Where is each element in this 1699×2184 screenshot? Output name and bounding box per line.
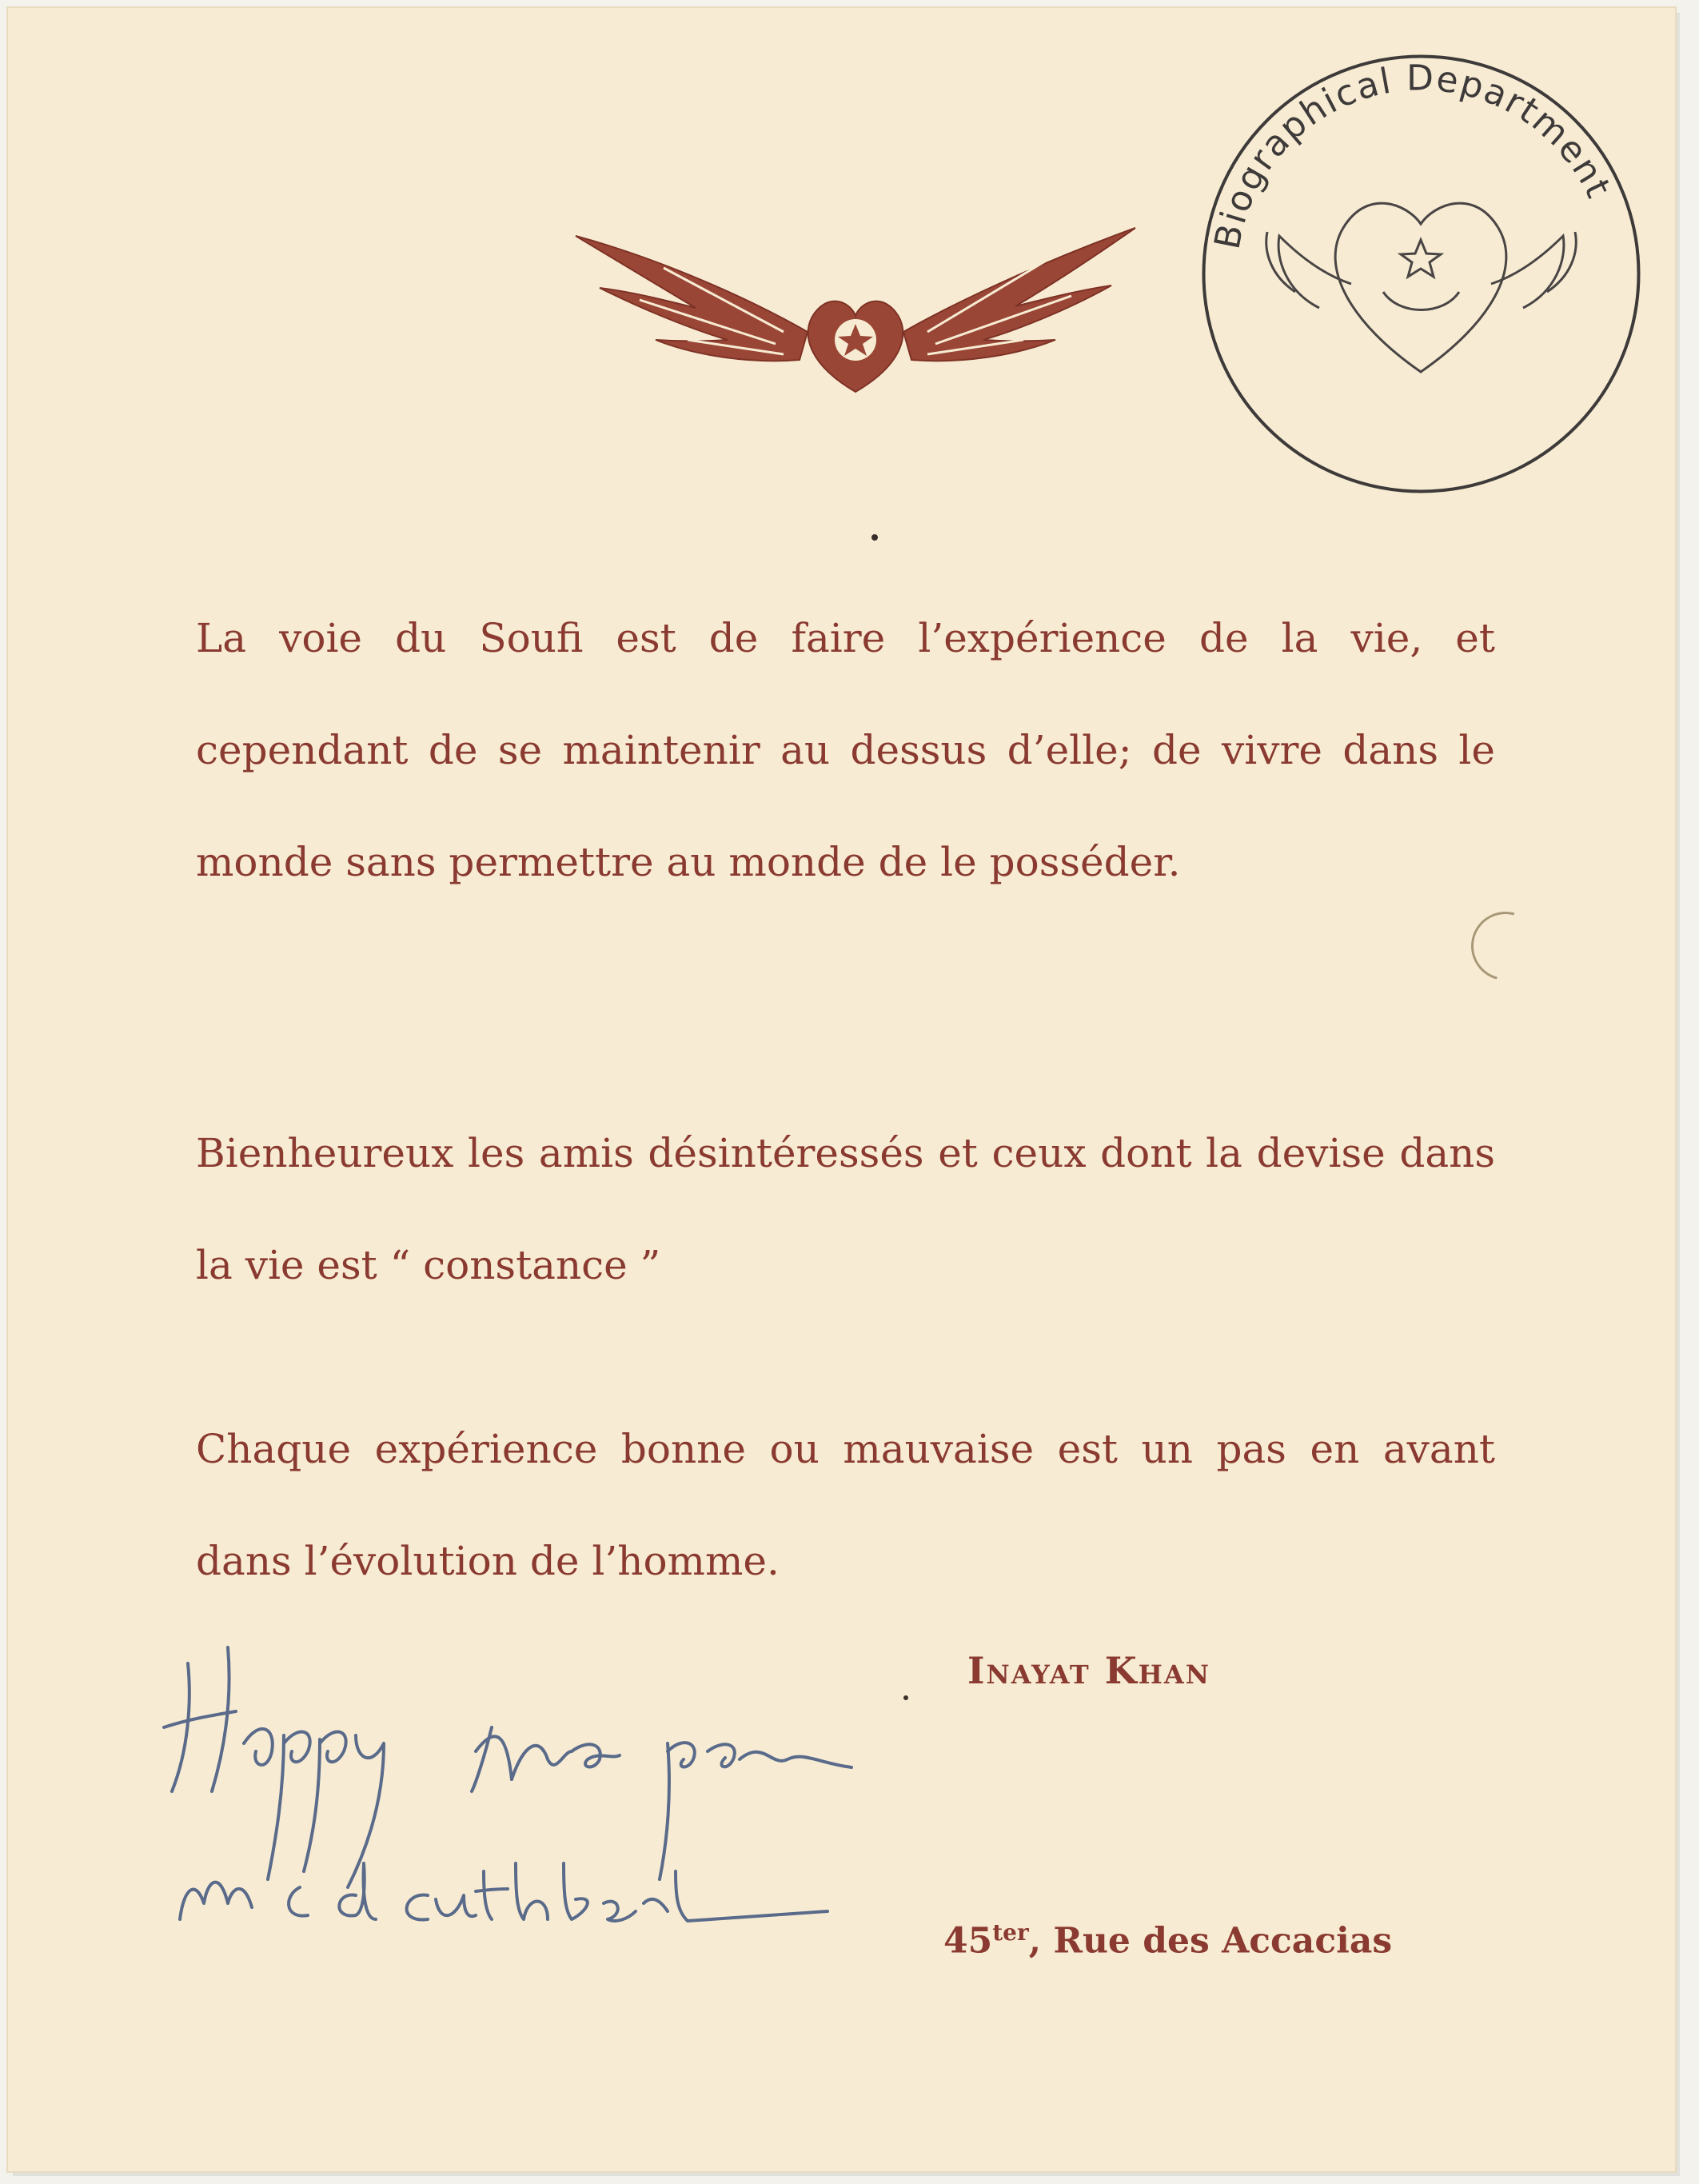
winged-heart-emblem-icon [568,212,1143,396]
quote-paragraph-2: Bienheureux les amis désintéressés et ceux dont la devise dans la vie est “ constance ” [196,1130,1495,1288]
quote-paragraph-1: La voie du Soufi est de faire l’expérience de la vie, et cependant de se maintenir au dessus d’elle; de vivre dans le monde sans permettre au monde de le posséder. [196,615,1495,885]
handwritten-note [156,1631,923,1967]
address-street: , Rue des Accacias [1028,1920,1393,1962]
stamp-text: Biographical Department [1206,58,1620,253]
author-signature: Inayat Khan [967,1649,1210,1692]
greeting-card [8,8,1675,2171]
address [943,1919,1392,1962]
address-number: 45 [943,1920,993,1962]
quote-paragraph-3: Chaque expérience bonne ou mauvaise est un pas en avant dans l’évolution de l’homme. [196,1426,1495,1584]
ink-speck [871,534,878,541]
address-suffix: ter [992,1919,1029,1946]
biographical-department-stamp [1199,52,1643,496]
